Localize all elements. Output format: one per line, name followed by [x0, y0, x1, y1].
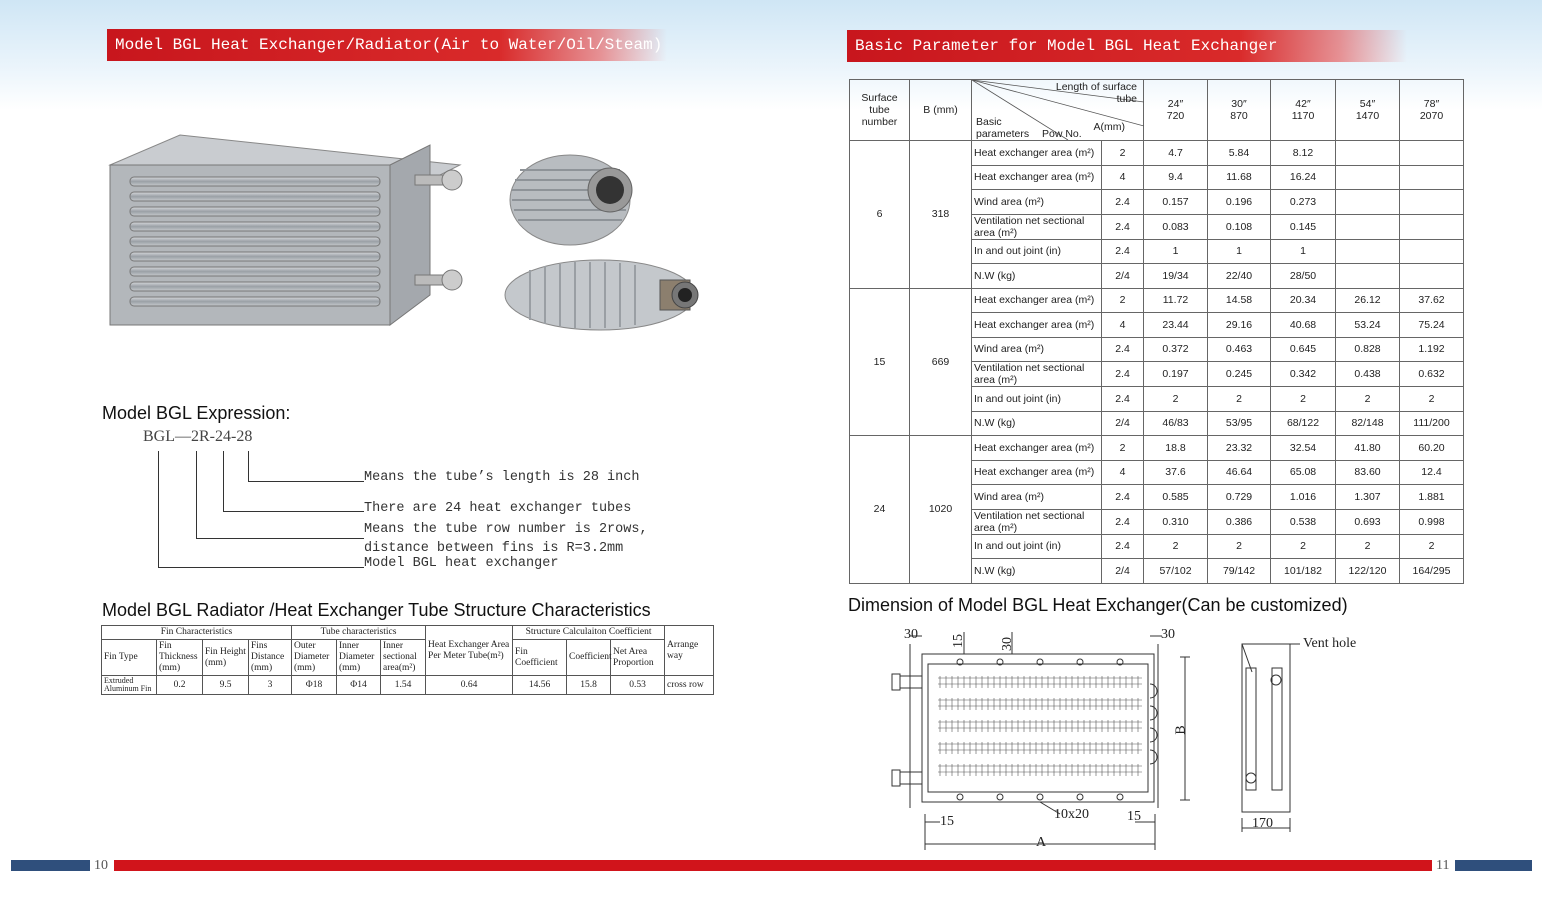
cell-b: 1020	[910, 436, 972, 584]
cell-value: 53/95	[1208, 411, 1271, 436]
cell-value: 2	[1144, 387, 1208, 412]
group-fin: Fin Characteristics	[102, 626, 292, 640]
col-inch: 30″	[1231, 98, 1247, 110]
group-coef: Structure Calculaiton Coefficient	[513, 626, 665, 640]
cell-value: 0.342	[1271, 362, 1336, 387]
cell-value: 0.310	[1144, 509, 1208, 534]
cell-param: Wind area (m²)	[972, 485, 1102, 510]
cell-row-no: 2.4	[1102, 239, 1144, 264]
cell-net-area: 0.53	[611, 676, 665, 695]
cell-value	[1400, 190, 1464, 215]
header-col-24	[1144, 80, 1208, 141]
header-length: Length of surface tube	[1055, 81, 1137, 105]
cell-value	[1336, 165, 1400, 190]
cell-value: 0.463	[1208, 337, 1271, 362]
expression-item-length: Means the tube’s length is 28 inch	[364, 470, 640, 485]
cell-value: 0.386	[1208, 509, 1271, 534]
cell-value: 2	[1208, 387, 1271, 412]
header-basic: Basic parameters	[976, 116, 1030, 140]
cell-value: 75.24	[1400, 313, 1464, 338]
cell-row-no: 2.4	[1102, 509, 1144, 534]
dim-10x20: 10x20	[1054, 807, 1089, 822]
header-col-42	[1271, 80, 1336, 141]
cell-value	[1336, 214, 1400, 239]
cell-row-no: 4	[1102, 460, 1144, 485]
cell-area-per-meter: 0.64	[426, 676, 513, 695]
dim-vent-hole: Vent hole	[1303, 636, 1357, 651]
cell-value: 0.245	[1208, 362, 1271, 387]
dim-15-bottom-right: 15	[1127, 809, 1141, 824]
inner-area-header: Inner sectional area(m²)	[381, 640, 426, 676]
cell-value: 83.60	[1336, 460, 1400, 485]
cell-value: 0.585	[1144, 485, 1208, 510]
fin-height-header: Fin Height (mm)	[203, 640, 249, 676]
cell-value: 46/83	[1144, 411, 1208, 436]
cell-value: 1.881	[1400, 485, 1464, 510]
cell-param: Heat exchanger area (m²)	[972, 436, 1102, 461]
cell-value: 53.24	[1336, 313, 1400, 338]
cell-value: 0.157	[1144, 190, 1208, 215]
page-number-right: 11	[1436, 858, 1450, 873]
group-area: Heat Exchanger Area Per Meter Tube(m²)	[426, 626, 513, 676]
cell-row-no: 2.4	[1102, 190, 1144, 215]
cell-param: Ventilation net sectional area (m²)	[972, 362, 1102, 387]
col-mm: 2070	[1419, 110, 1444, 122]
table-row	[850, 288, 1464, 313]
cell-tube-number: 15	[850, 288, 910, 436]
finned-tube-photo	[500, 140, 710, 340]
cell-value: 164/295	[1400, 559, 1464, 584]
cell-value: 12.4	[1400, 460, 1464, 485]
cell-value: 0.693	[1336, 509, 1400, 534]
cell-param: In and out joint (in)	[972, 239, 1102, 264]
col-mm: 1470	[1355, 110, 1380, 122]
col-inch: 54″	[1359, 98, 1376, 110]
cell-value: 0.273	[1271, 190, 1336, 215]
cell-value: 0.645	[1271, 337, 1336, 362]
cell-value	[1336, 239, 1400, 264]
cell-inner-area: 1.54	[381, 676, 426, 695]
cell-value: 1	[1144, 239, 1208, 264]
header-col-54	[1336, 80, 1400, 141]
cell-value: 0.196	[1208, 190, 1271, 215]
dim-170: 170	[1252, 816, 1273, 831]
dim-b: B	[1173, 725, 1189, 735]
cell-row-no: 4	[1102, 313, 1144, 338]
footer-bar-right-blue	[1455, 860, 1532, 871]
col-inch: 42″	[1295, 98, 1311, 110]
cell-fins-distance: 3	[249, 676, 292, 695]
header-pow: Pow No.	[1042, 128, 1082, 140]
cell-value: 32.54	[1271, 436, 1336, 461]
header-col-30	[1208, 80, 1271, 141]
table-row	[850, 141, 1464, 166]
header-b: B (mm)	[910, 80, 972, 141]
cell-value: 4.7	[1144, 141, 1208, 166]
footer-bar-left-blue	[11, 860, 90, 871]
cell-value: 122/120	[1336, 559, 1400, 584]
cell-param: Heat exchanger area (m²)	[972, 165, 1102, 190]
cell-value: 60.20	[1400, 436, 1464, 461]
dim-30-mid: 30	[1000, 637, 1015, 651]
dim-a: A	[1036, 835, 1047, 850]
left-banner: Model BGL Heat Exchanger/Radiator(Air to Water/Oil/Steam)	[107, 29, 667, 61]
cell-value: 82/148	[1336, 411, 1400, 436]
cell-value	[1400, 214, 1464, 239]
fin-thickness-header: Fin Thickness (mm)	[157, 640, 203, 676]
arrange-way-header: Arrange way	[665, 626, 714, 676]
cell-value: 0.998	[1400, 509, 1464, 534]
dim-30-left: 30	[904, 627, 918, 642]
heat-exchanger-photo	[100, 125, 470, 335]
right-banner: Basic Parameter for Model BGL Heat Exchanger	[847, 30, 1407, 62]
cell-value: 0.438	[1336, 362, 1400, 387]
cell-value	[1336, 141, 1400, 166]
cell-value: 2	[1400, 387, 1464, 412]
net-area-header: Net Area Proportion	[611, 640, 665, 676]
col-mm: 870	[1230, 110, 1248, 122]
cell-row-no: 4	[1102, 165, 1144, 190]
cell-value: 111/200	[1400, 411, 1464, 436]
cell-value: 8.12	[1271, 141, 1336, 166]
cell-param: Heat exchanger area (m²)	[972, 288, 1102, 313]
header-col-78	[1400, 80, 1464, 141]
cell-value: 0.108	[1208, 214, 1271, 239]
cell-row-no: 2.4	[1102, 214, 1144, 239]
cell-value: 9.4	[1144, 165, 1208, 190]
cell-tube-number: 6	[850, 141, 910, 289]
cell-row-no: 2.4	[1102, 337, 1144, 362]
header-amm: A(mm)	[1093, 121, 1125, 133]
cell-row-no: 2.4	[1102, 362, 1144, 387]
cell-value: 0.538	[1271, 509, 1336, 534]
cell-coef: 15.8	[567, 676, 611, 695]
cell-tube-number: 24	[850, 436, 910, 584]
cell-value: 57/102	[1144, 559, 1208, 584]
dim-30-right: 30	[1161, 627, 1175, 642]
cell-value: 16.24	[1271, 165, 1336, 190]
cell-arrange-way: cross row	[665, 676, 714, 695]
cell-row-no: 2/4	[1102, 559, 1144, 584]
fins-distance-header: Fins Distance (mm)	[249, 640, 292, 676]
cell-value: 1	[1271, 239, 1336, 264]
cell-value: 1	[1208, 239, 1271, 264]
cell-row-no: 2.4	[1102, 534, 1144, 559]
cell-value: 101/182	[1271, 559, 1336, 584]
cell-value: 23.32	[1208, 436, 1271, 461]
cell-value: 0.729	[1208, 485, 1271, 510]
structure-title: Model BGL Radiator /Heat Exchanger Tube Structure Characteristics	[102, 600, 651, 620]
cell-value: 0.083	[1144, 214, 1208, 239]
expression-item-tubes: There are 24 heat exchanger tubes	[364, 501, 632, 516]
cell-fin-coef: 14.56	[513, 676, 567, 695]
cell-value	[1336, 264, 1400, 289]
cell-param: In and out joint (in)	[972, 387, 1102, 412]
cell-row-no: 2.4	[1102, 387, 1144, 412]
cell-value: 2	[1208, 534, 1271, 559]
cell-value	[1400, 264, 1464, 289]
cell-value: 2	[1144, 534, 1208, 559]
table-row	[102, 676, 714, 695]
cell-value: 0.145	[1271, 214, 1336, 239]
cell-value: 37.62	[1400, 288, 1464, 313]
expression-code: BGL—2R-24-28	[143, 428, 253, 445]
cell-param: N.W (kg)	[972, 264, 1102, 289]
cell-b: 669	[910, 288, 972, 436]
cell-value: 29.16	[1208, 313, 1271, 338]
cell-row-no: 2	[1102, 436, 1144, 461]
cell-row-no: 2/4	[1102, 264, 1144, 289]
cell-value: 11.68	[1208, 165, 1271, 190]
cell-value: 28/50	[1271, 264, 1336, 289]
col-mm: 720	[1166, 110, 1185, 122]
cell-fin-type: Extruded Aluminum Fin	[102, 676, 157, 695]
cell-value: 2	[1271, 387, 1336, 412]
cell-value: 40.68	[1271, 313, 1336, 338]
cell-row-no: 2	[1102, 288, 1144, 313]
cell-value: 2	[1336, 534, 1400, 559]
cell-value: 2	[1271, 534, 1336, 559]
cell-row-no: 2/4	[1102, 411, 1144, 436]
group-tube: Tube characteristics	[292, 626, 426, 640]
fin-coef-header: Fin Coefficient	[513, 640, 567, 676]
cell-value: 1.307	[1336, 485, 1400, 510]
cell-value: 26.12	[1336, 288, 1400, 313]
cell-value: 65.08	[1271, 460, 1336, 485]
outer-diameter-header: Outer Diameter (mm)	[292, 640, 337, 676]
cell-param: Wind area (m²)	[972, 337, 1102, 362]
cell-param: N.W (kg)	[972, 559, 1102, 584]
cell-value: 46.64	[1208, 460, 1271, 485]
cell-value: 1.016	[1271, 485, 1336, 510]
cell-param: Wind area (m²)	[972, 190, 1102, 215]
cell-value: 41.80	[1336, 436, 1400, 461]
cell-b: 318	[910, 141, 972, 289]
col-inch: 78″	[1423, 98, 1440, 110]
cell-row-no: 2.4	[1102, 485, 1144, 510]
cell-value: 18.8	[1144, 436, 1208, 461]
cell-param: N.W (kg)	[972, 411, 1102, 436]
coef-header: Coefficient	[567, 640, 611, 676]
cell-value: 11.72	[1144, 288, 1208, 313]
cell-value: 0.197	[1144, 362, 1208, 387]
cell-value: 23.44	[1144, 313, 1208, 338]
cell-value: 5.84	[1208, 141, 1271, 166]
page-number-left: 10	[94, 858, 108, 873]
cell-value: 19/34	[1144, 264, 1208, 289]
cell-param: Ventilation net sectional area (m²)	[972, 509, 1102, 534]
header-diagonal-cell	[972, 80, 1144, 141]
cell-value	[1400, 141, 1464, 166]
cell-value: 79/142	[1208, 559, 1271, 584]
inner-diameter-header: Inner Diameter (mm)	[337, 640, 381, 676]
cell-value: 0.372	[1144, 337, 1208, 362]
cell-fin-height: 9.5	[203, 676, 249, 695]
cell-fin-thickness: 0.2	[157, 676, 203, 695]
cell-value	[1400, 239, 1464, 264]
cell-row-no: 2	[1102, 141, 1144, 166]
cell-param: Ventilation net sectional area (m²)	[972, 214, 1102, 239]
cell-value: 0.828	[1336, 337, 1400, 362]
cell-value: 2	[1336, 387, 1400, 412]
expression-title: Model BGL Expression:	[102, 403, 291, 423]
cell-value: 14.58	[1208, 288, 1271, 313]
leader-line-bgl	[158, 451, 364, 568]
cell-inner-diameter: Φ14	[337, 676, 381, 695]
cell-value	[1400, 165, 1464, 190]
cell-value	[1336, 190, 1400, 215]
cell-value: 68/122	[1271, 411, 1336, 436]
footer-bar-red	[114, 860, 1432, 871]
col-inch: 24″	[1167, 98, 1184, 110]
dim-15-bottom-left: 15	[940, 814, 954, 829]
cell-value: 37.6	[1144, 460, 1208, 485]
cell-value: 2	[1400, 534, 1464, 559]
expression-item-model: Model BGL heat exchanger	[364, 556, 559, 571]
table-row	[850, 436, 1464, 461]
cell-param: Heat exchanger area (m²)	[972, 313, 1102, 338]
expression-item-rows: Means the tube row number is 2rows,	[364, 522, 648, 537]
cell-outer-diameter: Φ18	[292, 676, 337, 695]
dim-15-top: 15	[951, 634, 966, 648]
cell-value: 22/40	[1208, 264, 1271, 289]
cell-value: 0.632	[1400, 362, 1464, 387]
cell-param: Heat exchanger area (m²)	[972, 460, 1102, 485]
cell-param: Heat exchanger area (m²)	[972, 141, 1102, 166]
fin-type-header: Fin Type	[102, 640, 157, 676]
col-mm: 1170	[1291, 110, 1315, 122]
cell-value: 20.34	[1271, 288, 1336, 313]
dimension-title: Dimension of Model BGL Heat Exchanger(Can be customized)	[848, 595, 1348, 615]
cell-param: In and out joint (in)	[972, 534, 1102, 559]
header-surface-tube: Surface tube number	[850, 80, 910, 141]
expression-item-fin-distance: distance between fins is R=3.2mm	[364, 541, 624, 556]
cell-value: 1.192	[1400, 337, 1464, 362]
parameter-table	[849, 79, 1464, 584]
structure-table	[101, 625, 714, 695]
